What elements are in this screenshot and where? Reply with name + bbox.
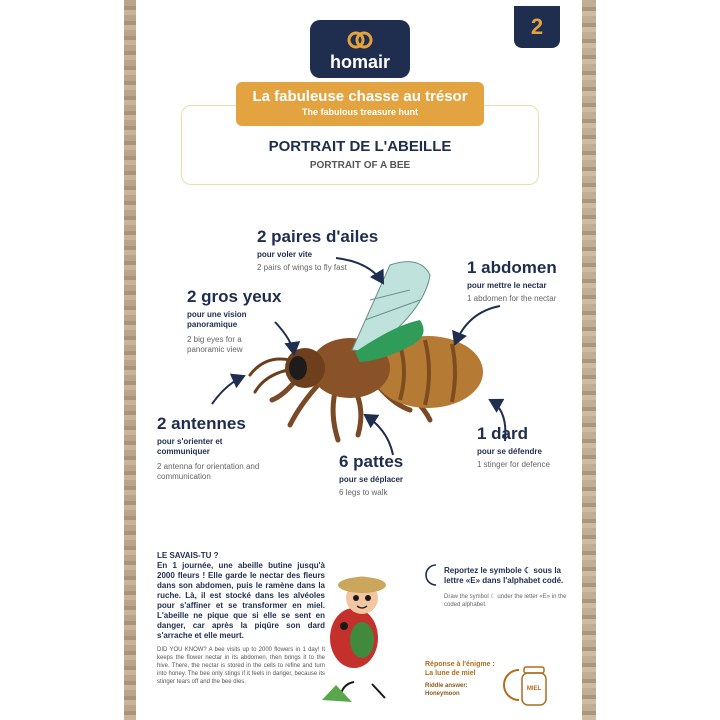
- answer-fr-value: La lune de miel: [425, 670, 476, 677]
- legs-fr: pour se déplacer: [339, 475, 404, 484]
- stinger-en: 1 stinger for defence: [477, 460, 550, 469]
- bee-eye: [289, 356, 307, 380]
- riddle-fr: Reportez le symbole ☾ sous la lettre «E» dans l'alphabet codé.: [444, 566, 564, 585]
- logo-text: homair: [329, 52, 390, 72]
- moon-symbol-icon: [426, 565, 436, 585]
- jar-label: MIEL: [526, 686, 542, 692]
- legs-en: 6 legs to walk: [339, 488, 388, 497]
- eyes-fr: pour une vision panoramique: [187, 310, 247, 329]
- stinger-title: 1 dard: [477, 424, 529, 443]
- stinger-fr: pour se défendre: [477, 447, 542, 456]
- antennas-fr: pour s'orienter et communiquer: [157, 437, 223, 456]
- abdomen-en: 1 abdomen for the nectar: [467, 294, 557, 303]
- portrait-title: PORTRAIT DE L'ABEILLE: [268, 138, 452, 155]
- did-you-know-title: LE SAVAIS-TU ?: [157, 551, 219, 560]
- did-you-know-fr: En 1 journée, une abeille butine jusqu'à 2000 fleurs ! Elle garde le nectar des fleurs dans son abdomen, puis le ramène dans la ruche. Là, il est stocké dans les alvéoles pour s'affiner et se transformer en miel. L'abeille ne pique que si elle se sent en danger, car après la piqûre son dard s'arrache et elle meurt.: [157, 561, 325, 640]
- antennas-en: 2 antenna for orientation and communication: [157, 462, 260, 481]
- ladybug-mascot: [322, 577, 386, 703]
- did-you-know-en: DID YOU KNOW? A bee visits up to 2000 flowers in 1 day! It keeps the flower nectar in its abdomen, then brings it to the hive. There, the nectar is stored in the cells to refine and turn into honey. The bee only stings if it feels in danger, because its stinger tears off and the bee dies.: [157, 647, 325, 685]
- page-number-badge: 2: [514, 6, 560, 48]
- banner-subtitle: The fabulous treasure hunt: [301, 107, 418, 117]
- arrow-antennas: [212, 376, 244, 404]
- did-you-know-box: [157, 551, 325, 686]
- riddle-box: [444, 566, 574, 609]
- riddle-answer: [425, 660, 495, 698]
- wings-title: 2 paires d'ailes: [257, 227, 379, 246]
- riddle-en: Draw the symbol ☾ under the letter «E» in the coded alphabet.: [444, 594, 567, 608]
- label-antennas: [157, 414, 262, 482]
- label-eyes: [187, 287, 282, 355]
- banner-title: La fabuleuse chasse au trésor: [252, 88, 468, 105]
- arrow-eyes: [275, 322, 294, 354]
- label-wings: [257, 227, 378, 273]
- label-stinger: [477, 424, 550, 470]
- antennas-title: 2 antennes: [157, 414, 246, 433]
- abdomen-title: 1 abdomen: [467, 258, 557, 277]
- moon-answer-icon: [504, 670, 519, 700]
- label-legs: [339, 452, 403, 498]
- answer-en-value: Honeymoon: [425, 691, 460, 697]
- eyes-title: 2 gros yeux: [187, 287, 282, 306]
- wings-fr: pour voler vite: [257, 250, 313, 259]
- abdomen-fr: pour mettre le nectar: [467, 281, 547, 290]
- portrait-subtitle: PORTRAIT OF A BEE: [309, 160, 411, 171]
- answer-fr-label: Réponse à l'énigme :: [425, 661, 495, 668]
- eyes-en: 2 big eyes for a panoramic view: [187, 335, 243, 354]
- wings-en: 2 pairs of wings to fly fast: [257, 263, 347, 272]
- arrow-abdomen: [455, 306, 500, 344]
- bee-antennae: [250, 359, 290, 392]
- label-abdomen: [467, 258, 557, 304]
- answer-en-label: Riddle answer:: [425, 683, 468, 689]
- legs-title: 6 pattes: [339, 452, 404, 471]
- arrow-legs: [365, 415, 393, 455]
